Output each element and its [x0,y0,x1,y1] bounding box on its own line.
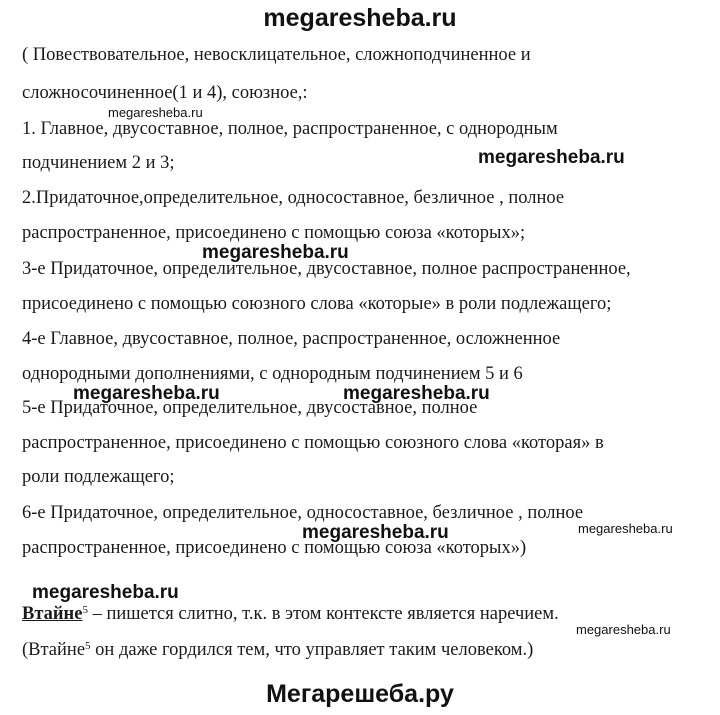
example-line [22,640,533,661]
text-line: 1. Главное, двусоставное, полное, распространенное, с однородным [22,119,558,139]
watermark: megaresheba.ru [576,622,671,637]
example-open: (Втайне [22,640,86,660]
text-line: 2.Придаточное,определительное, односоставное, безличное , полное [22,188,565,208]
text-line: распространенное, присоединено с помощью союза «которых») [22,538,527,558]
text-line: ( Повествовательное, невосклицательное, сложноподчиненное и [22,45,531,65]
note-word: Втайне [22,604,83,624]
example-sup: 5 [85,640,91,652]
watermark: megaresheba.ru [578,521,673,536]
text-line: распространенное, присоединено с помощью союза «которых»; [22,223,526,243]
watermark: megaresheba.ru [202,242,349,263]
watermark: megaresheba.ru [478,147,625,168]
example-rest: он даже гордился тем, что управляет таким человеком.) [90,640,534,660]
watermark: megaresheba.ru [302,522,449,543]
watermark: megaresheba.ru [108,105,203,120]
note-line [22,604,559,625]
text-line: однородными дополнениями, с однородным подчинением 5 и 6 [22,364,523,384]
site-header: megaresheba.ru [263,4,457,32]
text-line: 6-е Придаточное, определительное, односоставное, безличное , полное [22,503,584,523]
note-rest: – пишется слитно, т.к. в этом контексте является наречием. [87,604,559,624]
site-footer: Мегарешеба.ру [266,680,454,708]
text-line: 5-е Придаточное, определительное, двусоставное, полное [22,398,478,418]
text-line: 3-е Придаточное, определительное, двусоставное, полное распространенное, [22,259,631,279]
text-line: 4-е Главное, двусоставное, полное, распространенное, осложненное [22,329,561,349]
text-line: подчинением 2 и 3; [22,153,175,173]
text-line: роли подлежащего; [22,467,175,487]
note-sup: 5 [82,604,88,616]
watermark: megaresheba.ru [73,383,220,404]
watermark: megaresheba.ru [32,582,179,603]
text-line: сложносочиненное(1 и 4), союзное,: [22,83,308,103]
watermark: megaresheba.ru [343,383,490,404]
text-line: присоединено с помощью союзного слова «которые» в роли подлежащего; [22,294,612,314]
text-line: распространенное, присоединено с помощью союзного слова «которая» в [22,433,604,453]
